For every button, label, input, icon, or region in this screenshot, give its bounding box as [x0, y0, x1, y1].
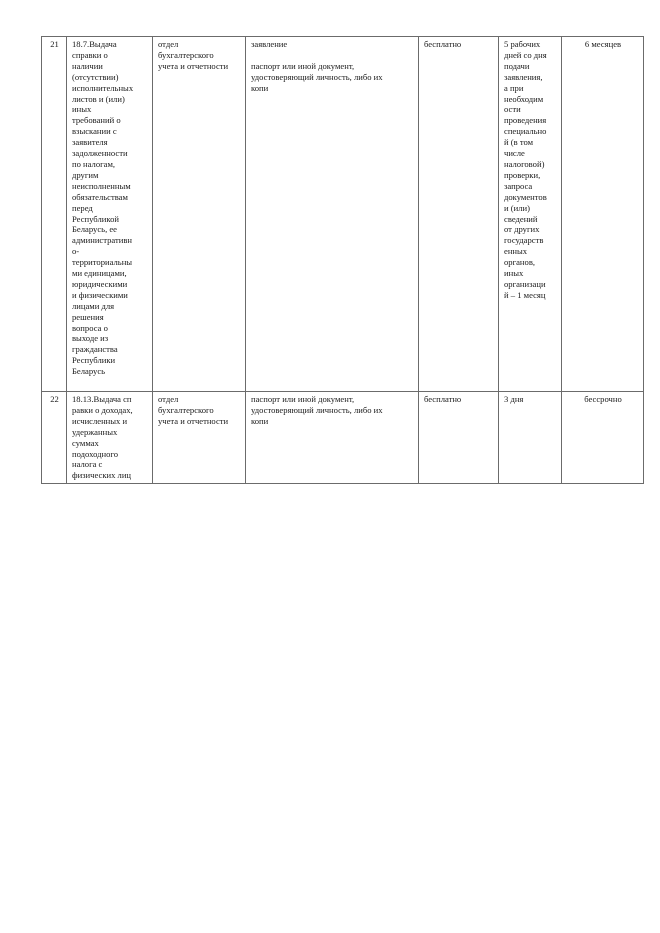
procedures-table-body	[42, 37, 644, 484]
responsible-department-cell: отдел бухгалтерского учета и отчетности	[153, 392, 246, 484]
validity-period-cell: 6 месяцев	[562, 37, 644, 392]
fee-cell: бесплатно	[419, 37, 499, 392]
procedure-name-cell: 18.7.Выдача справки о наличии (отсутствии) исполнительных листов и (или) иных требований о взыскании с заявителя задолженности по налогам, другим неисполненным обязательствам перед Республикой Беларусь, ее административн о- территориальны ми единицами, юридическими и физическими лицами для решения вопроса о выходе из гражданства Республики Беларусь	[67, 37, 153, 392]
procedure-number-cell: 21	[42, 37, 67, 392]
required-documents-cell: паспорт или иной документ, удостоверяющий личность, либо их копи	[246, 392, 419, 484]
responsible-department-cell: отдел бухгалтерского учета и отчетности	[153, 37, 246, 392]
required-documents-cell: заявление паспорт или иной документ, удостоверяющий личность, либо их копи	[246, 37, 419, 392]
table-row	[42, 392, 644, 484]
procedure-number-cell: 22	[42, 392, 67, 484]
procedure-name-cell: 18.13.Выдача сп равки о доходах, исчисленных и удержанных суммах подоходного налога с физических лиц	[67, 392, 153, 484]
processing-time-cell: 3 дня	[499, 392, 562, 484]
procedures-table	[41, 36, 644, 484]
fee-cell: бесплатно	[419, 392, 499, 484]
processing-time-cell: 5 рабочих дней со дня подачи заявления, а при необходим ости проведения специально й (в том числе налоговой) проверки, запроса документов и (или) сведений от других государств енных органов, иных организаци й – 1 месяц	[499, 37, 562, 392]
table-row	[42, 37, 644, 392]
validity-period-cell: бессрочно	[562, 392, 644, 484]
